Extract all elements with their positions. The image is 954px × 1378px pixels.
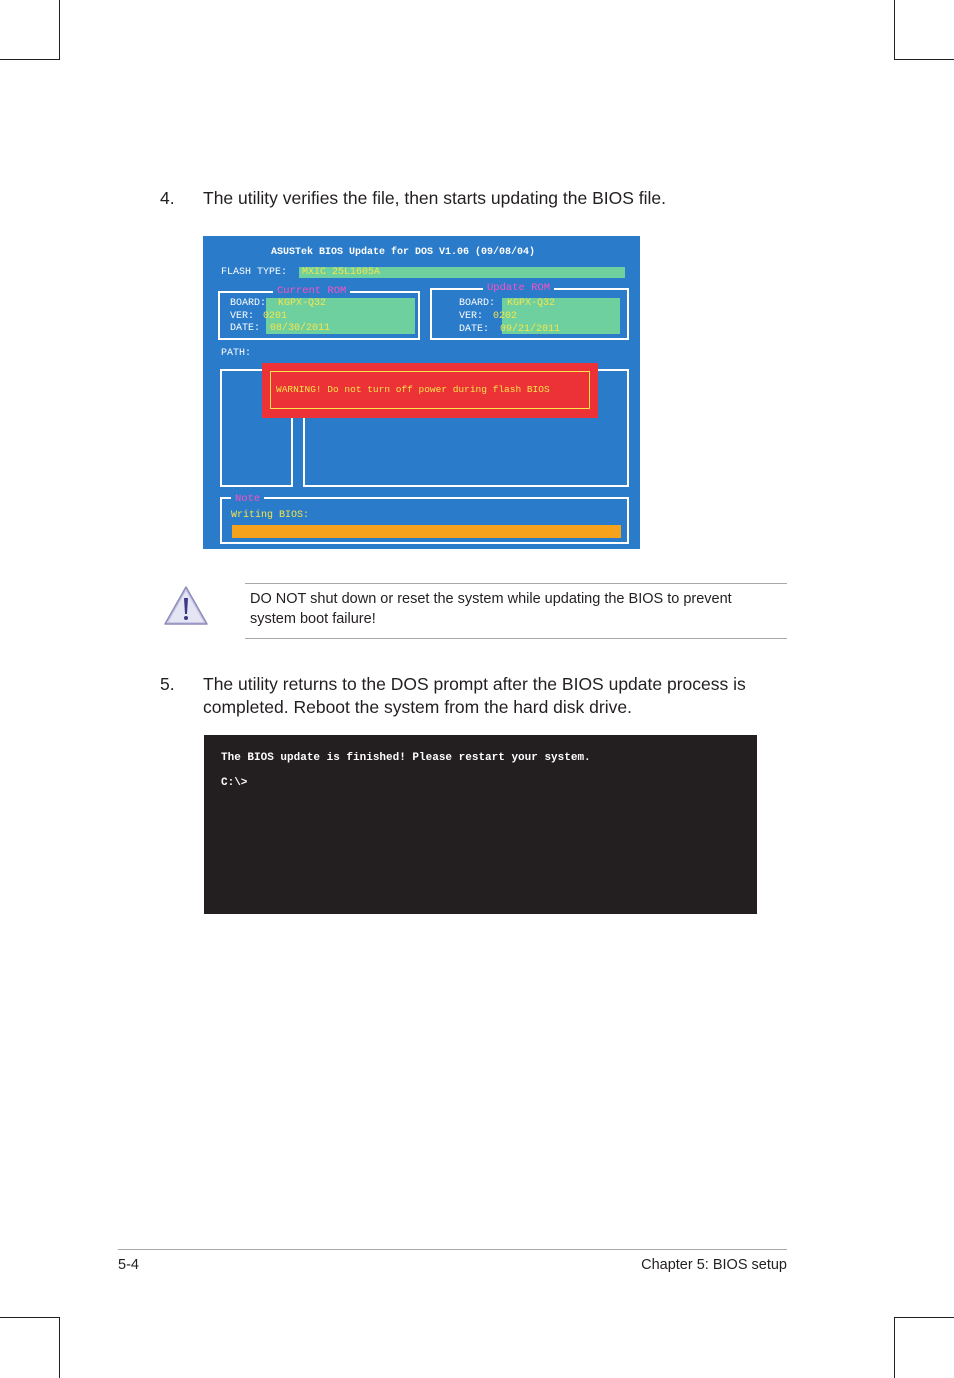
flash-type-value: MXIC 25L1605A [302,267,381,278]
update-ver-value: 0202 [493,311,518,322]
dos-screen [204,735,757,914]
progress-track [232,525,621,538]
crop-mark [894,1317,895,1378]
step-number: 4. [160,188,175,208]
step-text-line-1: The utility returns to the DOS prompt after the BIOS update process is [203,674,746,694]
dos-prompt: C:\> [221,777,248,789]
warning-dialog [262,363,598,418]
current-rom-legend: Current ROM [273,285,350,297]
note-legend: Note [231,493,264,505]
crop-mark [894,1317,954,1318]
caution-text: DO NOT shut down or reset the system while updating the BIOS to prevent system boot failure! [250,591,732,627]
current-date-label: DATE: [230,323,261,334]
update-ver-label: VER: [459,311,484,322]
crop-mark [0,59,60,60]
crop-mark [894,0,895,60]
step-4 [160,187,820,211]
update-rom-legend: Update ROM [483,282,554,294]
current-ver-value: 0201 [263,311,288,322]
update-board-value: KGPX-Q32 [507,298,556,309]
crop-mark [0,1317,60,1318]
page-number: 5-4 [118,1257,139,1273]
update-board-label: BOARD: [459,298,496,309]
step-text-line-2: completed. Reboot the system from the hard disk drive. [203,697,632,717]
crop-mark [894,59,954,60]
chapter-title: Chapter 5: BIOS setup [641,1257,787,1273]
update-date-label: DATE: [459,324,490,335]
warning-message: WARNING! Do not turn off power during flash BIOS [276,384,550,395]
update-date-value: 09/21/2011 [500,324,561,335]
dos-message: The BIOS update is finished! Please restart your system. [221,752,591,764]
step-text: The utility verifies the file, then starts updating the BIOS file. [203,188,667,208]
bios-update-screen [203,236,640,549]
step-number: 5. [160,674,175,694]
caution-bottom-rule [245,638,787,639]
current-ver-label: VER: [230,311,255,322]
progress-bar [232,525,621,538]
flash-type-label: FLASH TYPE: [221,267,288,278]
footer-rule [118,1249,787,1250]
current-date-value: 08/30/2011 [270,323,331,334]
caution-top-rule [245,583,787,584]
path-label: PATH: [221,348,252,359]
current-board-value: KGPX-Q32 [278,298,327,309]
crop-mark [59,1317,60,1378]
crop-mark [59,0,60,60]
step-5 [160,673,820,721]
note-text: Writing BIOS: [231,510,310,521]
warning-triangle-icon [161,583,211,629]
bios-title: ASUSTek BIOS Update for DOS V1.06 (09/08/04) [271,247,536,258]
current-board-label: BOARD: [230,298,267,309]
